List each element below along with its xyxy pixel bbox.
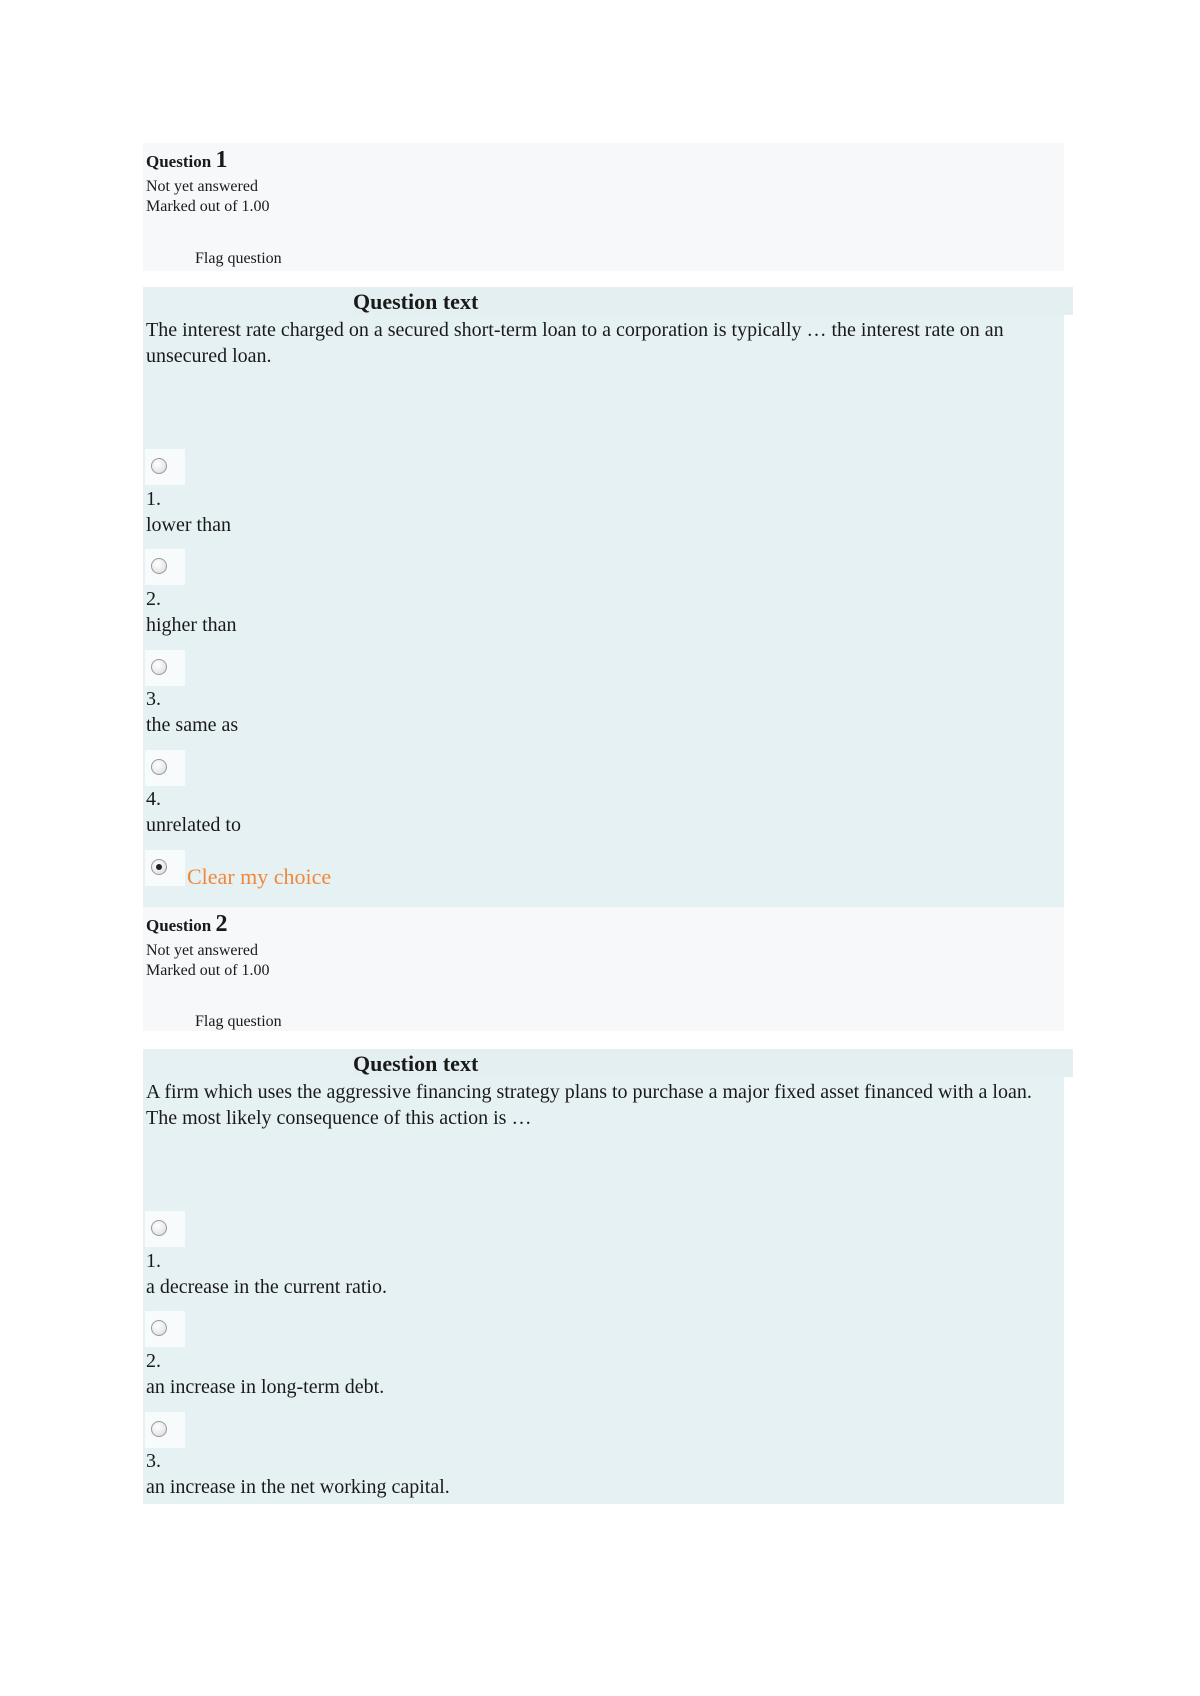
option-1-label[interactable]: lower than (146, 514, 231, 536)
radio-icon[interactable] (151, 1320, 167, 1336)
option-3-radio[interactable] (145, 650, 185, 686)
question-state: Not yet answered (146, 178, 258, 195)
option-2-number: 2. (146, 1350, 161, 1372)
option-1-radio[interactable] (145, 449, 185, 485)
question-2-content (143, 1049, 1064, 1504)
radio-icon[interactable] (151, 458, 167, 474)
option-2-radio[interactable] (145, 1311, 185, 1347)
option-3-radio[interactable] (145, 1412, 185, 1448)
no-answer-radio[interactable] (145, 850, 185, 886)
option-3-label[interactable]: an increase in the net working capital. (146, 1476, 450, 1498)
question-state: Not yet answered (146, 942, 258, 959)
question-1-title (146, 147, 227, 174)
question-2-info (143, 907, 1064, 1031)
question-1-info (143, 143, 1064, 271)
question-label: Question (146, 916, 212, 935)
flag-question-link[interactable]: Flag question (195, 1013, 282, 1030)
question-label: Question (146, 152, 212, 171)
option-4-label[interactable]: unrelated to (146, 814, 241, 836)
option-1-number: 1. (146, 488, 161, 510)
question-text-heading: Question text (353, 287, 1073, 315)
radio-icon[interactable] (151, 759, 167, 775)
option-4-radio[interactable] (145, 750, 185, 786)
clear-my-choice-link[interactable]: Clear my choice (187, 864, 332, 889)
radio-icon[interactable] (151, 558, 167, 574)
question-text: The interest rate charged on a secured short-term loan to a corporation is typically … the interest rate on an unsecured loan. (146, 319, 1004, 367)
question-number: 1 (215, 147, 228, 173)
radio-icon[interactable] (151, 1220, 167, 1236)
option-2-label[interactable]: higher than (146, 614, 237, 636)
option-2-label[interactable]: an increase in long-term debt. (146, 1376, 385, 1398)
radio-icon[interactable] (151, 1421, 167, 1437)
option-2-radio[interactable] (145, 549, 185, 585)
option-3-number: 3. (146, 1450, 161, 1472)
question-text: A firm which uses the aggressive financing strategy plans to purchase a major fixed asset financed with a loan. The most likely consequence of this action is … (146, 1081, 1032, 1129)
option-3-label[interactable]: the same as (146, 714, 239, 736)
question-marks: Marked out of 1.00 (146, 962, 270, 979)
option-3-number: 3. (146, 688, 161, 710)
question-text-heading: Question text (353, 1049, 1073, 1077)
option-1-radio[interactable] (145, 1211, 185, 1247)
question-2-title (146, 911, 227, 938)
option-4-number: 4. (146, 788, 161, 810)
question-marks: Marked out of 1.00 (146, 198, 270, 215)
flag-question-link[interactable]: Flag question (195, 250, 282, 267)
option-1-number: 1. (146, 1250, 161, 1272)
question-1-content (143, 287, 1064, 907)
option-2-number: 2. (146, 588, 161, 610)
radio-icon[interactable] (151, 659, 167, 675)
option-1-label[interactable]: a decrease in the current ratio. (146, 1276, 387, 1298)
question-number: 2 (215, 911, 228, 937)
radio-checked-icon[interactable] (151, 859, 167, 875)
